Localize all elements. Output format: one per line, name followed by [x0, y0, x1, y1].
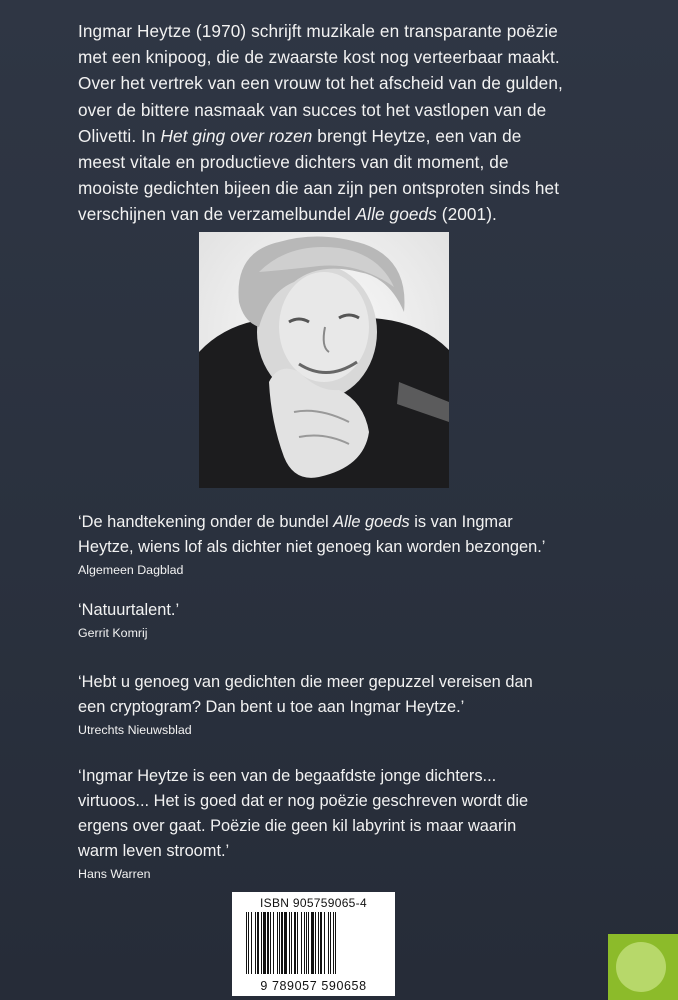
barcode-bar [315, 912, 316, 974]
review-quote [78, 598, 623, 641]
quote-line: ‘Ingmar Heytze is een van de begaafdste jonge dichters... [78, 767, 497, 785]
quote-line: ergens over gaat. Poëzie die geen kil labyrint is maar waarin [78, 817, 517, 835]
barcode-bar [301, 912, 302, 974]
barcode-bar [279, 912, 280, 974]
blurb-line: over de bittere nasmaak van succes tot het vastlopen van de [78, 99, 547, 120]
blurb-line: brengt Heytze, een van de [312, 125, 522, 146]
isbn-number: ISBN 905759065-4 [260, 896, 367, 910]
review-quote [78, 764, 623, 882]
blurb-text [78, 18, 623, 228]
quote-line: is van Ingmar [409, 513, 513, 531]
author-portrait-icon [199, 232, 449, 488]
quote-source: Utrechts Nieuwsblad [78, 723, 192, 737]
barcode-bar [248, 912, 249, 974]
barcode-bar [251, 912, 252, 974]
barcode-bar [330, 912, 331, 974]
barcode-bar [335, 912, 336, 974]
barcode-bar [308, 912, 309, 974]
barcode-bar [263, 912, 266, 974]
quote-line: ‘Hebt u genoeg van gedichten die meer gepuzzel vereisen dan [78, 673, 533, 691]
barcode-bar [270, 912, 271, 974]
barcode-bar [289, 912, 290, 974]
quote-text [78, 670, 623, 720]
quote-text [78, 764, 623, 864]
barcode-bar [267, 912, 269, 974]
blurb-line: verschijnen van de verzamelbundel [78, 204, 356, 225]
quote-source: Algemeen Dagblad [78, 563, 184, 577]
blurb-line: Over het vertrek van een vrouw tot het afscheid van de gulden, [78, 73, 563, 94]
review-quote [78, 670, 623, 738]
barcode-bar [324, 912, 325, 974]
quote-text [78, 510, 623, 560]
barcode-bar [320, 912, 322, 974]
quote-line: ‘Natuurtalent.’ [78, 601, 180, 619]
blurb-line: Olivetti. In [78, 125, 161, 146]
barcode-bar [284, 912, 287, 974]
quote-line: virtuoos... Het is goed dat er nog poëzie geschreven wordt die [78, 792, 529, 810]
barcode-bar [294, 912, 296, 974]
quote-line: een cryptogram? Dan bent u toe aan Ingmar Heytze.’ [78, 698, 465, 716]
barcode-bar [328, 912, 329, 974]
logo-icon [616, 942, 666, 992]
book-title: Het ging over rozen [160, 125, 313, 146]
blurb-line: met een knipoog, die de zwaarste kost nog verteerbaar maakt. [78, 47, 560, 68]
blurb-line: mooiste gedichten bijeen die aan zijn pen ontsproten sinds het [78, 178, 560, 199]
barcode-icon [246, 912, 382, 974]
barcode-bar [246, 912, 247, 974]
quote-line: warm leven stroomt.’ [78, 842, 230, 860]
quote-line: ‘De handtekening onder de bundel [78, 513, 334, 531]
barcode-bar [281, 912, 283, 974]
quote-text [78, 598, 623, 623]
barcode-bar [304, 912, 305, 974]
barcode-bar [277, 912, 278, 974]
barcode-bar [306, 912, 307, 974]
quote-source: Gerrit Komrij [78, 626, 148, 640]
blurb-line: meest vitale en productieve dichters van dit moment, de [78, 152, 509, 173]
barcode-bar [333, 912, 334, 974]
barcode-bar [257, 912, 259, 974]
quote-line: Heytze, wiens lof als dichter niet genoeg kan worden bezongen.’ [78, 538, 546, 556]
author-photo [199, 232, 449, 488]
barcode-bar [255, 912, 256, 974]
ean-number: 9 789057 590658 [260, 979, 367, 993]
collection-title: Alle goeds [355, 204, 437, 225]
review-quote [78, 510, 623, 578]
barcode-bar [311, 912, 314, 974]
collection-title: Alle goeds [333, 513, 410, 531]
barcode-bar [297, 912, 298, 974]
barcode-label [232, 892, 395, 996]
publisher-logo [608, 934, 678, 1000]
barcode-bar [273, 912, 274, 974]
blurb-line: (2001). [436, 204, 497, 225]
blurb-line: Ingmar Heytze (1970) schrijft muzikale en transparante poëzie [78, 21, 558, 41]
barcode-bar [318, 912, 319, 974]
barcode-bar [291, 912, 292, 974]
quote-source: Hans Warren [78, 867, 151, 881]
barcode-bar [261, 912, 262, 974]
